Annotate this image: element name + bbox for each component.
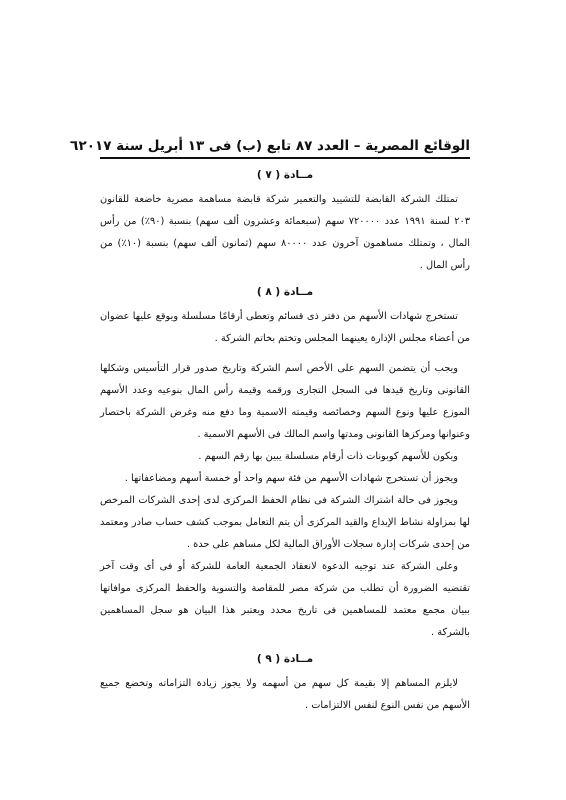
article-paragraph: ويجوز أن تستخرج شهادات الأسهم من فئة سهم واحد أو خمسة أسهم ومضاعفاتها . xyxy=(124,473,458,484)
article-paragraph: ويكون للأسهم كوبونات ذات أرقام مسلسلة يبين بها رقم السهم . xyxy=(198,451,458,462)
article-paragraph: تستخرج شهادات الأسهم من دفتر ذى قسائم وتعطى أرقامًا مسلسلة ويوقع عليها عضوان من أعضاء مجلس الإدارة يعينهما المجلس وتختم بخاتم الشركة . xyxy=(100,311,470,344)
article-paragraph: ويجب أن يتضمن السهم على الأخص اسم الشركة وتاريخ صدور قرار التأسيس وشكلها القانونى وتاريخ قيدها فى السجل التجارى ورقمه وقيمة رأس المال بنوعيه وعدد الأسهم الموزع عليها ونوع السهم وخصائصه وقيمته الاسمية وما دفع منه وغرض الشركة باختصار وعنوانها ومركزها القانونى ومدتها واسم المالك فى الأسهم الاسمية . xyxy=(100,363,470,440)
page-body xyxy=(100,168,470,717)
article-9 xyxy=(100,652,470,717)
gazette-page xyxy=(69,132,470,711)
header-divider xyxy=(100,157,470,159)
page-header xyxy=(69,132,470,154)
article-8 xyxy=(100,285,470,644)
article-heading: مــادة ( ٩ ) xyxy=(256,653,314,665)
article-paragraph: وعلى الشركة عند توجيه الدعوة لانعقاد الجمعية العامة للشركة أو فى أى وقت آخر تقتضيه الضرورة أن تطلب من شركة مصر للمقاصة والتسوية والحفظ المركزى موافاتها ببيان مجمع معتمد للمساهمين فى تاريخ محدد ويعتبر هذا البيان هو سجل المساهمين بالشركة . xyxy=(100,561,470,638)
page-number: ٦ xyxy=(69,138,79,154)
article-7 xyxy=(100,168,470,277)
article-heading: مــادة ( ٧ ) xyxy=(256,169,314,181)
article-paragraph: لايلزم المساهم إلا بقيمة كل سهم من أسهمه ولا يجوز زيادة التزاماته وتخضع جميع الأسهم من نفس النوع لنفس الالتزامات . xyxy=(100,678,470,711)
header-title: الوقائع المصرية – العدد ٨٧ تابع (ب) فى ١٣ أبريل سنة ٢٠١٧ xyxy=(78,138,470,154)
article-heading: مــادة ( ٨ ) xyxy=(256,286,314,298)
article-paragraph: ويجوز فى حالة اشتراك الشركة فى نظام الحفظ المركزى لدى إحدى الشركات المرخص لها بمزاولة نشاط الإيداع والقيد المركزى أن يتم التعامل بموجب كشف حساب صادر ومعتمد من إحدى شركات إدارة سجلات الأوراق المالية لكل مساهم على حدة . xyxy=(100,495,470,550)
article-paragraph: تمتلك الشركة القابضة للتشييد والتعمير شركة قابضة مساهمة مصرية خاضعة للقانون ٢٠٣ لسنة ١٩٩١ عدد ٧٢٠٠٠٠ سهم (سبعمائة وعشرون ألف سهم) بنسبة (٩٠٪) من رأس المال ، وتمتلك مساهمون آخرون عدد ٨٠٠٠٠ سهم (ثمانون ألف سهم) بنسبة (١٠٪) من رأس المال . xyxy=(100,194,470,271)
